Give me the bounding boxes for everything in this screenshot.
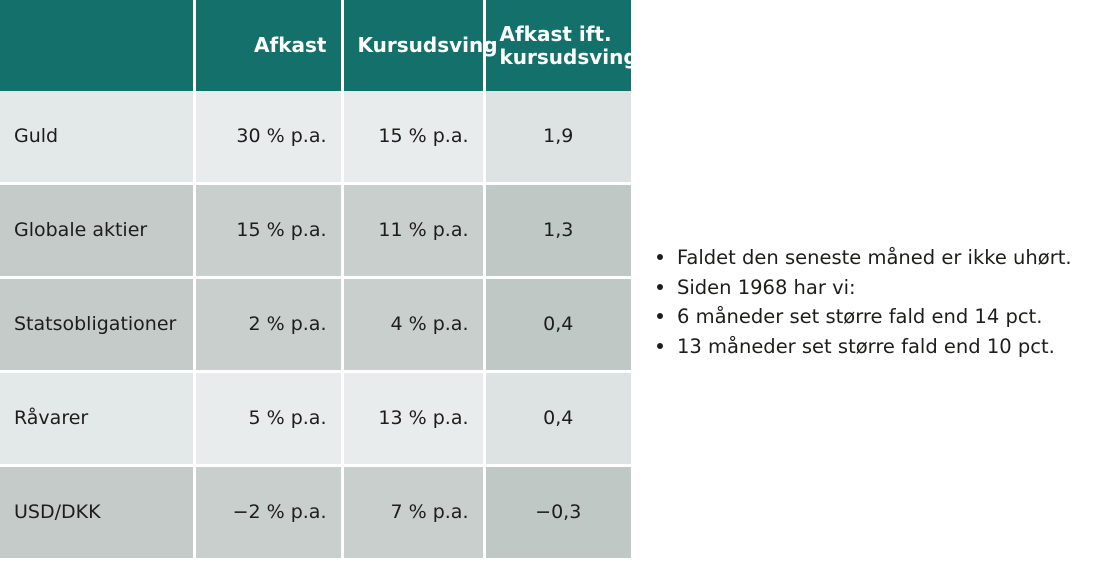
column-header-kursudsving: Kursudsving — [342, 0, 484, 91]
cell-raavarer-afkast: 5 % p.a. — [194, 372, 342, 466]
row-label-statsobligationer: Statsobligationer — [0, 278, 194, 372]
cell-globale-aktier-afkast: 15 % p.a. — [194, 184, 342, 278]
cell-usd-dkk-ratio: −0,3 — [484, 466, 631, 560]
cell-raavarer-kursudsving: 13 % p.a. — [342, 372, 484, 466]
cell-statsobligationer-kursudsving: 4 % p.a. — [342, 278, 484, 372]
cell-guld-kursudsving: 15 % p.a. — [342, 91, 484, 184]
column-header-afkast-ift-kursudsving: Afkast ift. kursudsving — [484, 0, 631, 91]
cell-usd-dkk-kursudsving: 7 % p.a. — [342, 466, 484, 560]
column-header-asset — [0, 0, 194, 91]
bullet-list-container — [655, 243, 1105, 362]
bullet-dot-icon — [657, 313, 663, 319]
row-label-globale-aktier: Globale aktier — [0, 184, 194, 278]
bullet-list — [655, 243, 1105, 362]
cell-globale-aktier-kursudsving: 11 % p.a. — [342, 184, 484, 278]
table-row — [0, 278, 631, 372]
list-item — [655, 243, 1105, 273]
table-row — [0, 466, 631, 560]
cell-guld-afkast: 30 % p.a. — [194, 91, 342, 184]
table-row — [0, 372, 631, 466]
cell-statsobligationer-afkast: 2 % p.a. — [194, 278, 342, 372]
list-item-label: 13 måneder set større fald end 10 pct. — [677, 334, 1055, 358]
cell-usd-dkk-afkast: −2 % p.a. — [194, 466, 342, 560]
bullet-dot-icon — [657, 284, 663, 290]
cell-raavarer-ratio: 0,4 — [484, 372, 631, 466]
table-header-row — [0, 0, 631, 91]
bullet-dot-icon — [657, 254, 663, 260]
list-item — [655, 302, 1105, 332]
row-label-raavarer: Råvarer — [0, 372, 194, 466]
cell-statsobligationer-ratio: 0,4 — [484, 278, 631, 372]
bullet-dot-icon — [657, 343, 663, 349]
list-item-label: 6 måneder set større fald end 14 pct. — [677, 305, 1043, 329]
list-item — [655, 273, 1105, 303]
table-body — [0, 91, 631, 560]
row-label-usd-dkk: USD/DKK — [0, 466, 194, 560]
list-item — [655, 332, 1105, 362]
column-header-afkast: Afkast — [194, 0, 342, 91]
list-item-label: Siden 1968 har vi: — [677, 275, 856, 299]
table-header — [0, 0, 638, 91]
table-row — [0, 184, 631, 278]
list-item-label: Faldet den seneste måned er ikke uhørt. — [677, 246, 1072, 269]
row-label-guld: Guld — [0, 91, 194, 184]
cell-guld-ratio: 1,9 — [484, 91, 631, 184]
cell-globale-aktier-ratio: 1,3 — [484, 184, 631, 278]
table-row — [0, 91, 631, 184]
